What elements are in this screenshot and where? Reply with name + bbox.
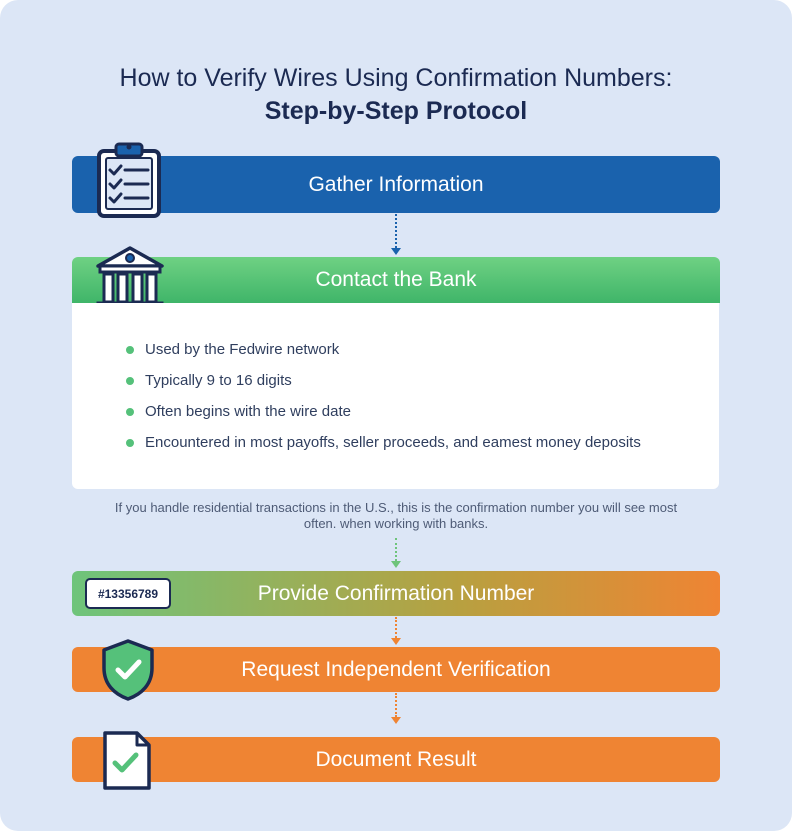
step-label: Gather Information xyxy=(308,172,484,196)
list-item: Typically 9 to 16 digits xyxy=(126,372,641,403)
note-text: If you handle residential transactions in the U.S., this is the confirmation number you will see most often. when working with banks. xyxy=(114,500,678,531)
bank-details-panel xyxy=(72,303,719,489)
title-line-1: How to Verify Wires Using Confirmation Numbers: xyxy=(119,64,673,92)
shield-check-icon xyxy=(100,638,156,702)
step-label: Request Independent Verification xyxy=(241,657,551,681)
bullet-dot xyxy=(126,377,134,385)
step-gather-information xyxy=(72,156,720,213)
step-document-result xyxy=(72,737,720,782)
clipboard-checklist-icon xyxy=(96,139,162,219)
page-title xyxy=(0,62,792,128)
list-item: Used by the Fedwire network xyxy=(126,341,641,372)
title-line-2: Step-by-Step Protocol xyxy=(264,97,528,125)
step-label: Contact the Bank xyxy=(315,268,477,291)
list-item: Often begins with the wire date xyxy=(126,403,641,434)
document-check-icon xyxy=(101,730,153,792)
step-label: Provide Confirmation Number xyxy=(257,581,535,605)
step-label: Document Result xyxy=(315,747,477,771)
confirmation-number-badge: #13356789 xyxy=(85,578,171,609)
bullet-dot xyxy=(126,346,134,354)
step-contact-the-bank xyxy=(72,257,720,303)
bank-details-list xyxy=(126,341,641,465)
list-item: Encountered in most payoffs, seller proceeds, and eamest money deposits xyxy=(126,434,641,465)
bullet-dot xyxy=(126,439,134,447)
bullet-dot xyxy=(126,408,134,416)
step-request-independent-verification xyxy=(72,647,720,692)
